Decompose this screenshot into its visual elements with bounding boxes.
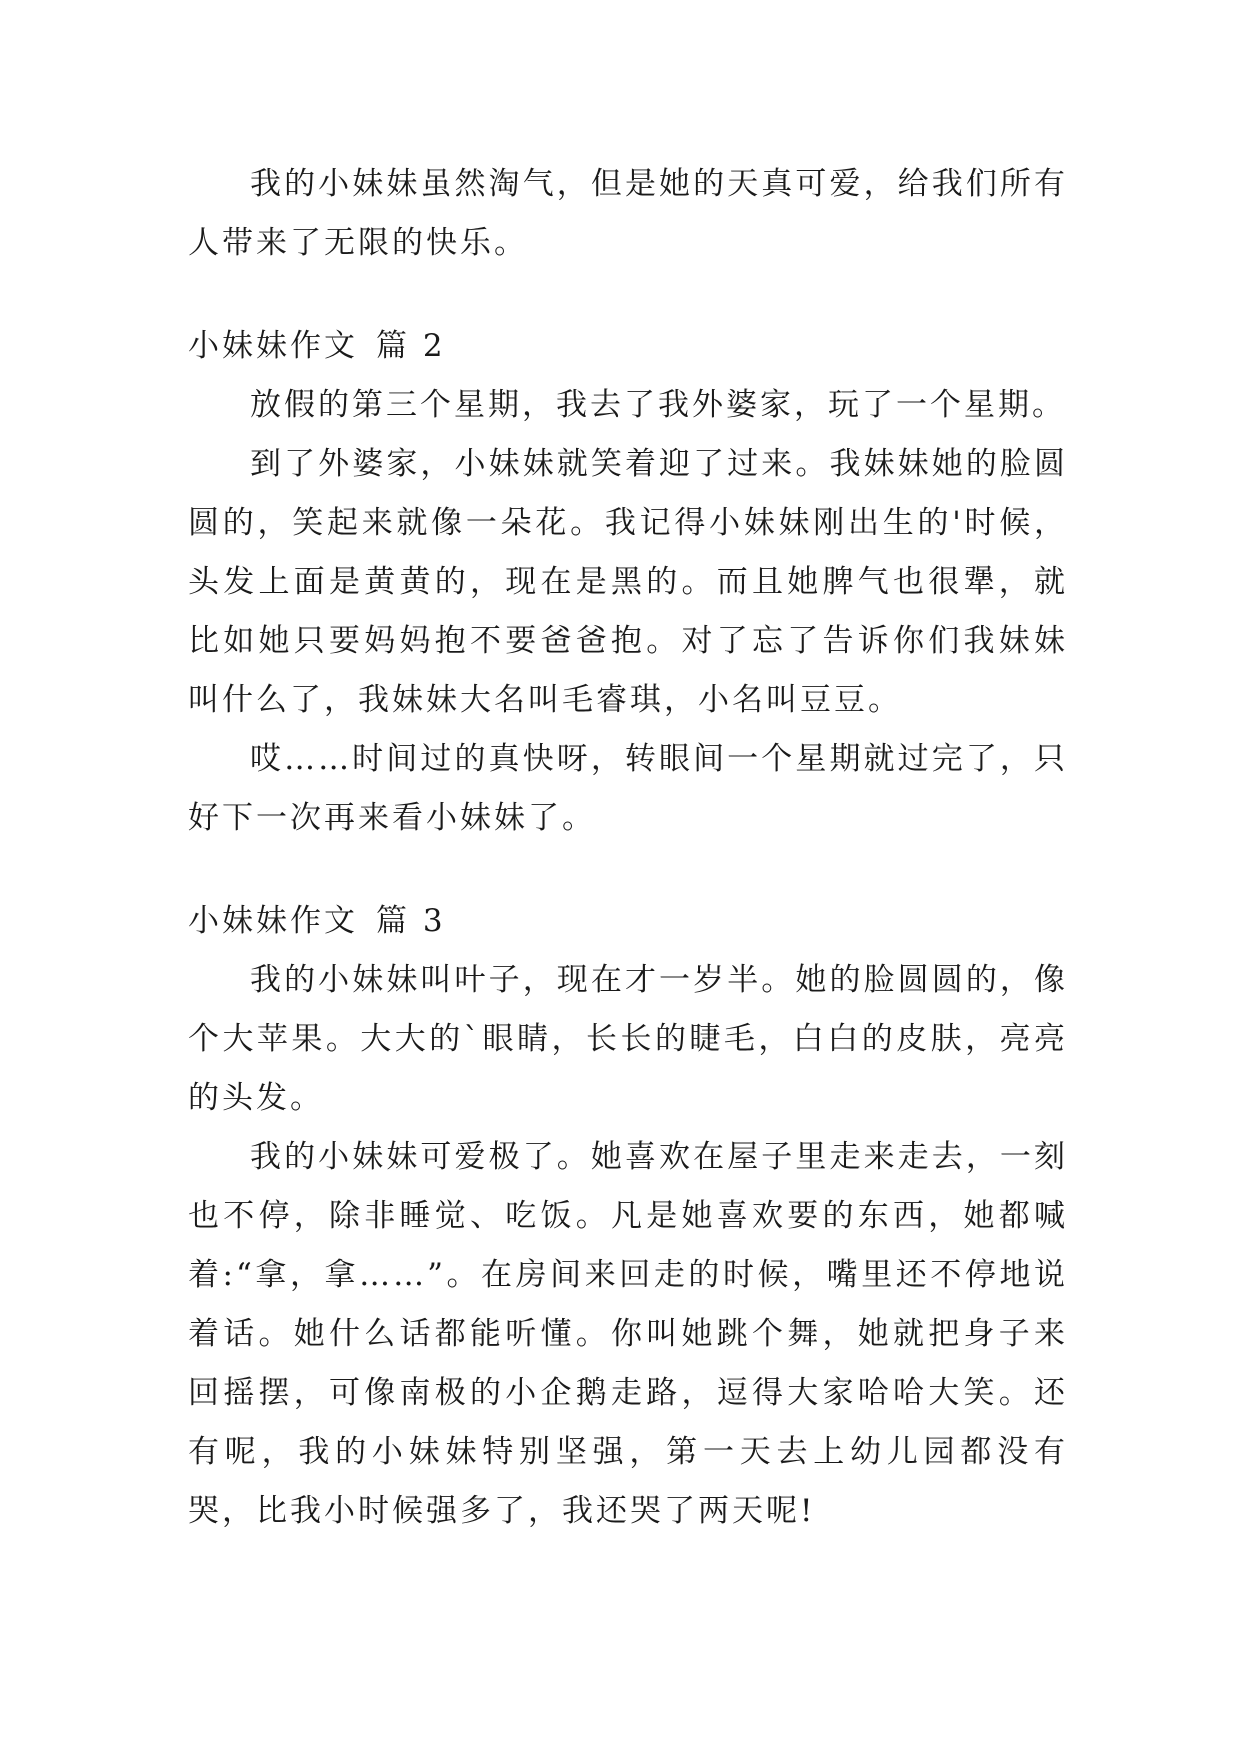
paragraph: 哎……时间过的真快呀，转眼间一个星期就过完了，只好下一次再来看小妹妹了。 (188, 741, 1068, 836)
section-title: 小妹妹作文 (188, 328, 358, 364)
paragraph: 到了外婆家，小妹妹就笑着迎了过来。我妹妹她的脸圆圆的，笑起来就像一朵花。我记得小妹妹刚出生的'时候，头发上面是黄黄的，现在是黑的。而且她脾气也很犟，就比如她只要妈妈抱不要爸爸抱。对了忘了告诉你们我妹妹叫什么了，我妹妹大名叫毛睿琪，小名叫豆豆。 (188, 446, 1068, 718)
paragraph: 我的小妹妹可爱极了。她喜欢在屋子里走来走去，一刻也不停，除非睡觉、吃饭。凡是她喜欢要的东西，她都喊着:“拿，拿……”。在房间来回走的时候，嘴里还不停地说着话。她什么话都能听懂。你叫她跳个舞，她就把身子来回摇摆，可像南极的小企鹅走路，逗得大家哈哈大笑。还有呢，我的小妹妹特别坚强，第一天去上幼儿园都没有哭，比我小时候强多了，我还哭了两天呢! (188, 1139, 1068, 1529)
paragraph: 放假的第三个星期，我去了我外婆家，玩了一个星期。 (250, 387, 1066, 423)
section-number: 篇 2 (376, 328, 446, 364)
section-number: 篇 3 (376, 903, 446, 939)
section-heading (188, 892, 1068, 951)
document-body (188, 155, 1068, 1541)
paragraph: 我的小妹妹虽然淘气，但是她的天真可爱，给我们所有人带来了无限的快乐。 (188, 166, 1068, 261)
paragraph: 我的小妹妹叫叶子，现在才一岁半。她的脸圆圆的，像个大苹果。大大的`眼睛，长长的睫毛，白白的皮肤，亮亮的头发。 (188, 962, 1068, 1116)
section-heading (188, 317, 1068, 376)
section-title: 小妹妹作文 (188, 903, 358, 939)
